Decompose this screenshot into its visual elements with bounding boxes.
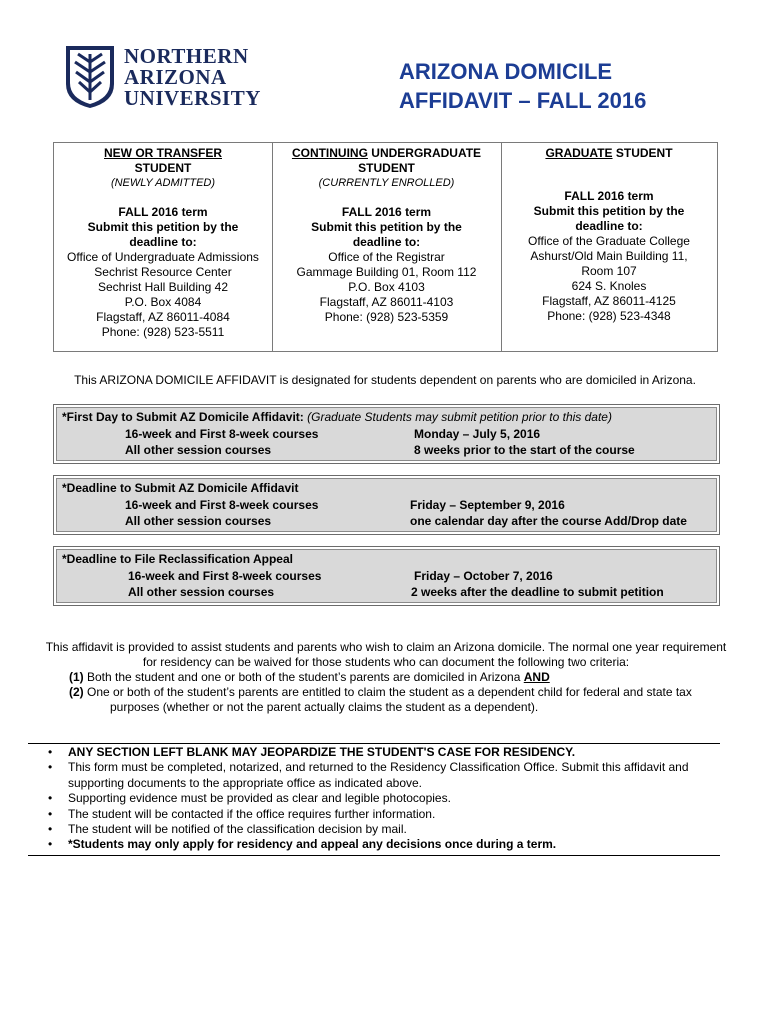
logo-line-3: UNIVERSITY bbox=[124, 86, 261, 110]
bullet-icon: • bbox=[48, 806, 53, 821]
logo-line-2: ARIZONA bbox=[124, 65, 227, 89]
nau-logo bbox=[64, 44, 264, 112]
intro-text: This ARIZONA DOMICILE AFFIDAVIT is designated for students dependent on parents who are domiciled in Arizona. bbox=[74, 373, 696, 387]
appeal-deadline-box: *Deadline to File Reclassification Appeal 16-week and First 8-week courses Friday – October 7, 2016 All other session courses 2 weeks after the deadline to submit petition bbox=[53, 546, 720, 606]
bullet-icon: • bbox=[48, 837, 53, 852]
term-label: FALL 2016 term bbox=[341, 205, 432, 219]
title-line-1: ARIZONA DOMICILE bbox=[399, 59, 613, 84]
box-heading: *Deadline to File Reclassification Appeal bbox=[62, 552, 293, 566]
column-subheading: (NEWLY ADMITTED) bbox=[110, 177, 216, 189]
column-new-transfer: NEW OR TRANSFER STUDENT (NEWLY ADMITTED) FALL 2016 term Submit this petition by the deadline to: Office of Undergraduate Admissions Sechrist Resource Center Sechrist Hall Building 42 P.O. Box 4084 Flagstaff, AZ 86011-4084 Phone: (928) 523-5511 bbox=[54, 143, 273, 351]
list-item: • *Students may only apply for residency and appeal any decisions once during a term. bbox=[48, 837, 557, 852]
column-heading: GRADUATE STUDENT bbox=[545, 146, 673, 160]
column-continuing: CONTINUING UNDERGRADUATE STUDENT (CURRENTLY ENROLLED) FALL 2016 term Submit this petition by the deadline to: Office of the Registrar Gammage Building 01, Room 112 P.O. Box 4103 Flagstaff, AZ 86011-4103 Phone: (928) 523-5359 bbox=[272, 143, 502, 351]
criterion-2: (2) One or both of the student’s parents are entitled to claim the student as a dependent child for federal and state tax bbox=[69, 685, 692, 699]
term-label: FALL 2016 term bbox=[118, 205, 208, 219]
bullet-icon: • bbox=[48, 745, 53, 759]
list-item: • This form must be completed, notarized, and returned to the Residency Classification Office. Submit this affidavit and supporting documents to the appropriate office as indicated above. bbox=[48, 760, 689, 790]
criteria-paragraph: This affidavit is provided to assist students and parents who wish to claim an Arizona domicile. The normal one year requirement for residency can be waived for those students who can document the following two criteria: (1) Both the student and one or both of the student’s parents are domiciled in Arizona AND (2) One or both of the student’s parents are entitled to claim the student as a dependent child for federal and state tax purposes (whether or not the parent actually claims the student as a dependent). bbox=[22, 640, 750, 715]
logo-wordmark bbox=[124, 46, 261, 109]
column-heading: NEW OR TRANSFER STUDENT bbox=[104, 146, 222, 175]
nau-shield-icon bbox=[64, 44, 116, 110]
office-table bbox=[53, 142, 718, 352]
list-item: • Supporting evidence must be provided as clear and legible photocopies. bbox=[48, 791, 451, 806]
deadline-submit-box: *Deadline to Submit AZ Domicile Affidavit 16-week and First 8-week courses Friday – September 9, 2016 All other session courses one calendar day after the course Add/Drop date bbox=[53, 475, 720, 535]
term-label: FALL 2016 term bbox=[564, 189, 654, 203]
instructions-list bbox=[44, 745, 734, 853]
divider-top bbox=[28, 743, 720, 744]
list-item: • The student will be contacted if the office requires further information. bbox=[48, 806, 436, 821]
list-item: • The student will be notified of the classification decision by mail. bbox=[48, 822, 407, 837]
box-heading: *Deadline to Submit AZ Domicile Affidavit bbox=[62, 481, 299, 495]
criterion-1: (1) Both the student and one or both of the student’s parents are domiciled in Arizona AND bbox=[69, 670, 550, 684]
list-item: • ANY SECTION LEFT BLANK MAY JEOPARDIZE THE STUDENT'S CASE FOR RESIDENCY. bbox=[48, 745, 576, 759]
box-note: (Graduate Students may submit petition prior to this date) bbox=[307, 410, 612, 424]
logo-line-1: NORTHERN bbox=[124, 44, 249, 68]
bullet-icon: • bbox=[48, 760, 53, 775]
column-graduate: GRADUATE STUDENT FALL 2016 term Submit this petition by the deadline to: Office of the Graduate College Ashurst/Old Main Building 11, Room 107 624 S. Knoles Flagstaff, AZ 86011-4125 Phone: (928) 523-4348 bbox=[501, 143, 717, 351]
bullet-icon: • bbox=[48, 822, 53, 837]
bullet-icon: • bbox=[48, 791, 53, 806]
column-subheading: (CURRENTLY ENROLLED) bbox=[318, 177, 455, 189]
column-heading: CONTINUING UNDERGRADUATE STUDENT bbox=[291, 146, 482, 175]
page-title bbox=[399, 57, 646, 115]
divider-bottom bbox=[28, 855, 720, 856]
box-heading: *First Day to Submit AZ Domicile Affidavit: bbox=[62, 410, 304, 424]
first-day-box: *First Day to Submit AZ Domicile Affidavit: (Graduate Students may submit petition prior to this date) 16-week and First 8-week courses Monday – July 5, 2016 All other session courses 8 weeks prior to the start of the course bbox=[53, 404, 720, 464]
title-line-2: AFFIDAVIT – FALL 2016 bbox=[399, 88, 647, 113]
